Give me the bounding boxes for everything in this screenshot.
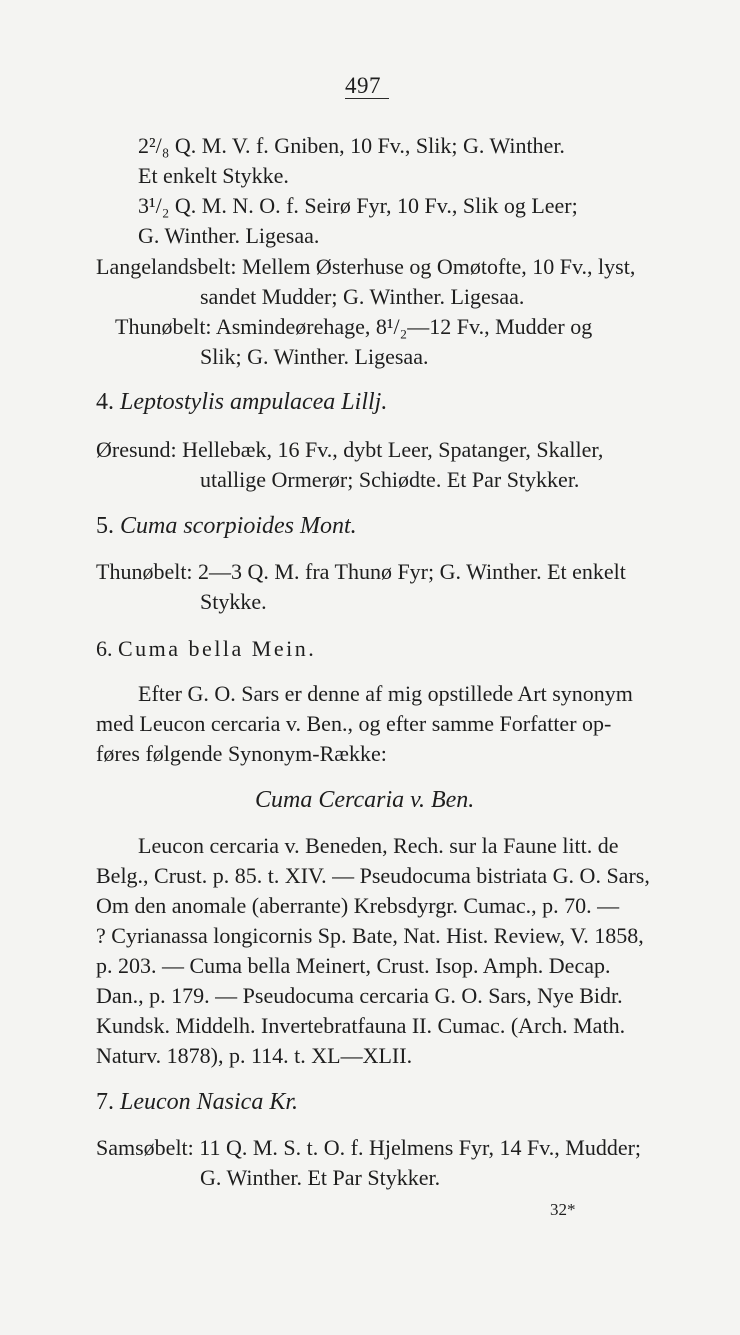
text-line: Thunøbelt: Asmindeørehage, 8¹/₂—12 Fv., Mudder og [115, 314, 593, 339]
section-heading-6 [96, 635, 316, 663]
text-line: Stykke. [200, 589, 267, 614]
text-line: med Leucon cercaria v. Ben., og efter samme Forfatter op- [96, 711, 612, 736]
signature-mark: 32* [550, 1200, 576, 1219]
heading-title: Leptostylis ampulacea Lillj. [120, 389, 388, 415]
text-line: føres følgende Synonym-Række: [96, 741, 387, 766]
text-line: Slik; G. Winther. Ligesaa. [200, 344, 429, 369]
text-line: Øresund: Hellebæk, 16 Fv., dybt Leer, Spatanger, Skaller, [96, 437, 604, 462]
text-line: Om den anomale (aberrante) Krebsdyrgr. Cumac., p. 70. — [96, 893, 620, 918]
heading-title: Leucon Nasica Kr. [120, 1089, 299, 1115]
text-line: 3¹/₂ Q. M. N. O. f. Seirø Fyr, 10 Fv., Slik og Leer; [138, 193, 578, 218]
text-line: p. 203. — Cuma bella Meinert, Crust. Isop. Amph. Decap. [96, 953, 611, 978]
text-line: 2²/₈ Q. M. V. f. Gniben, 10 Fv., Slik; G. Winther. [138, 133, 565, 158]
heading-number: 6. [96, 636, 113, 661]
heading-title: Cuma Cercaria v. Ben. [255, 787, 475, 813]
text-line: utallige Ormerør; Schiødte. Et Par Stykker. [200, 467, 580, 492]
text-line: ? Cyrianassa longicornis Sp. Bate, Nat. Hist. Review, V. 1858, [96, 923, 644, 948]
section-heading-4 [96, 388, 387, 416]
page-number: 497 [345, 74, 389, 99]
text-line: Thunøbelt: 2—3 Q. M. fra Thunø Fyr; G. Winther. Et enkelt [96, 559, 626, 584]
text-line: Efter G. O. Sars er denne af mig opstillede Art synonym [138, 681, 633, 706]
text-line: G. Winther. Ligesaa. [138, 223, 320, 248]
text-line: Samsøbelt: 11 Q. M. S. t. O. f. Hjelmens Fyr, 14 Fv., Mudder; [96, 1135, 642, 1160]
synonym-heading [255, 786, 474, 814]
text-line: Et enkelt Stykke. [138, 163, 289, 188]
text-line: Leucon cercaria v. Beneden, Rech. sur la Faune litt. de [138, 833, 619, 858]
heading-number: 5. [96, 513, 114, 539]
section-heading-7 [96, 1088, 298, 1116]
text-line: Naturv. 1878), p. 114. t. XL—XLII. [96, 1043, 413, 1068]
text-line: sandet Mudder; G. Winther. Ligesaa. [200, 284, 525, 309]
section-heading-5 [96, 512, 357, 540]
text-line: G. Winther. Et Par Stykker. [200, 1165, 441, 1190]
text-line: Belg., Crust. p. 85. t. XIV. — Pseudocuma bistriata G. O. Sars, [96, 863, 650, 888]
text-line: Dan., p. 179. — Pseudocuma cercaria G. O. Sars, Nye Bidr. [96, 983, 623, 1008]
heading-number: 7. [96, 1089, 114, 1115]
text-line: Kundsk. Middelh. Invertebratfauna II. Cumac. (Arch. Math. [96, 1013, 626, 1038]
heading-number: 4. [96, 389, 114, 415]
heading-title: Cuma scorpioides Mont. [120, 513, 357, 539]
heading-title: Cuma bella Mein. [118, 636, 317, 661]
text-line: Langelandsbelt: Mellem Østerhuse og Omøtofte, 10 Fv., lyst, [96, 254, 636, 279]
